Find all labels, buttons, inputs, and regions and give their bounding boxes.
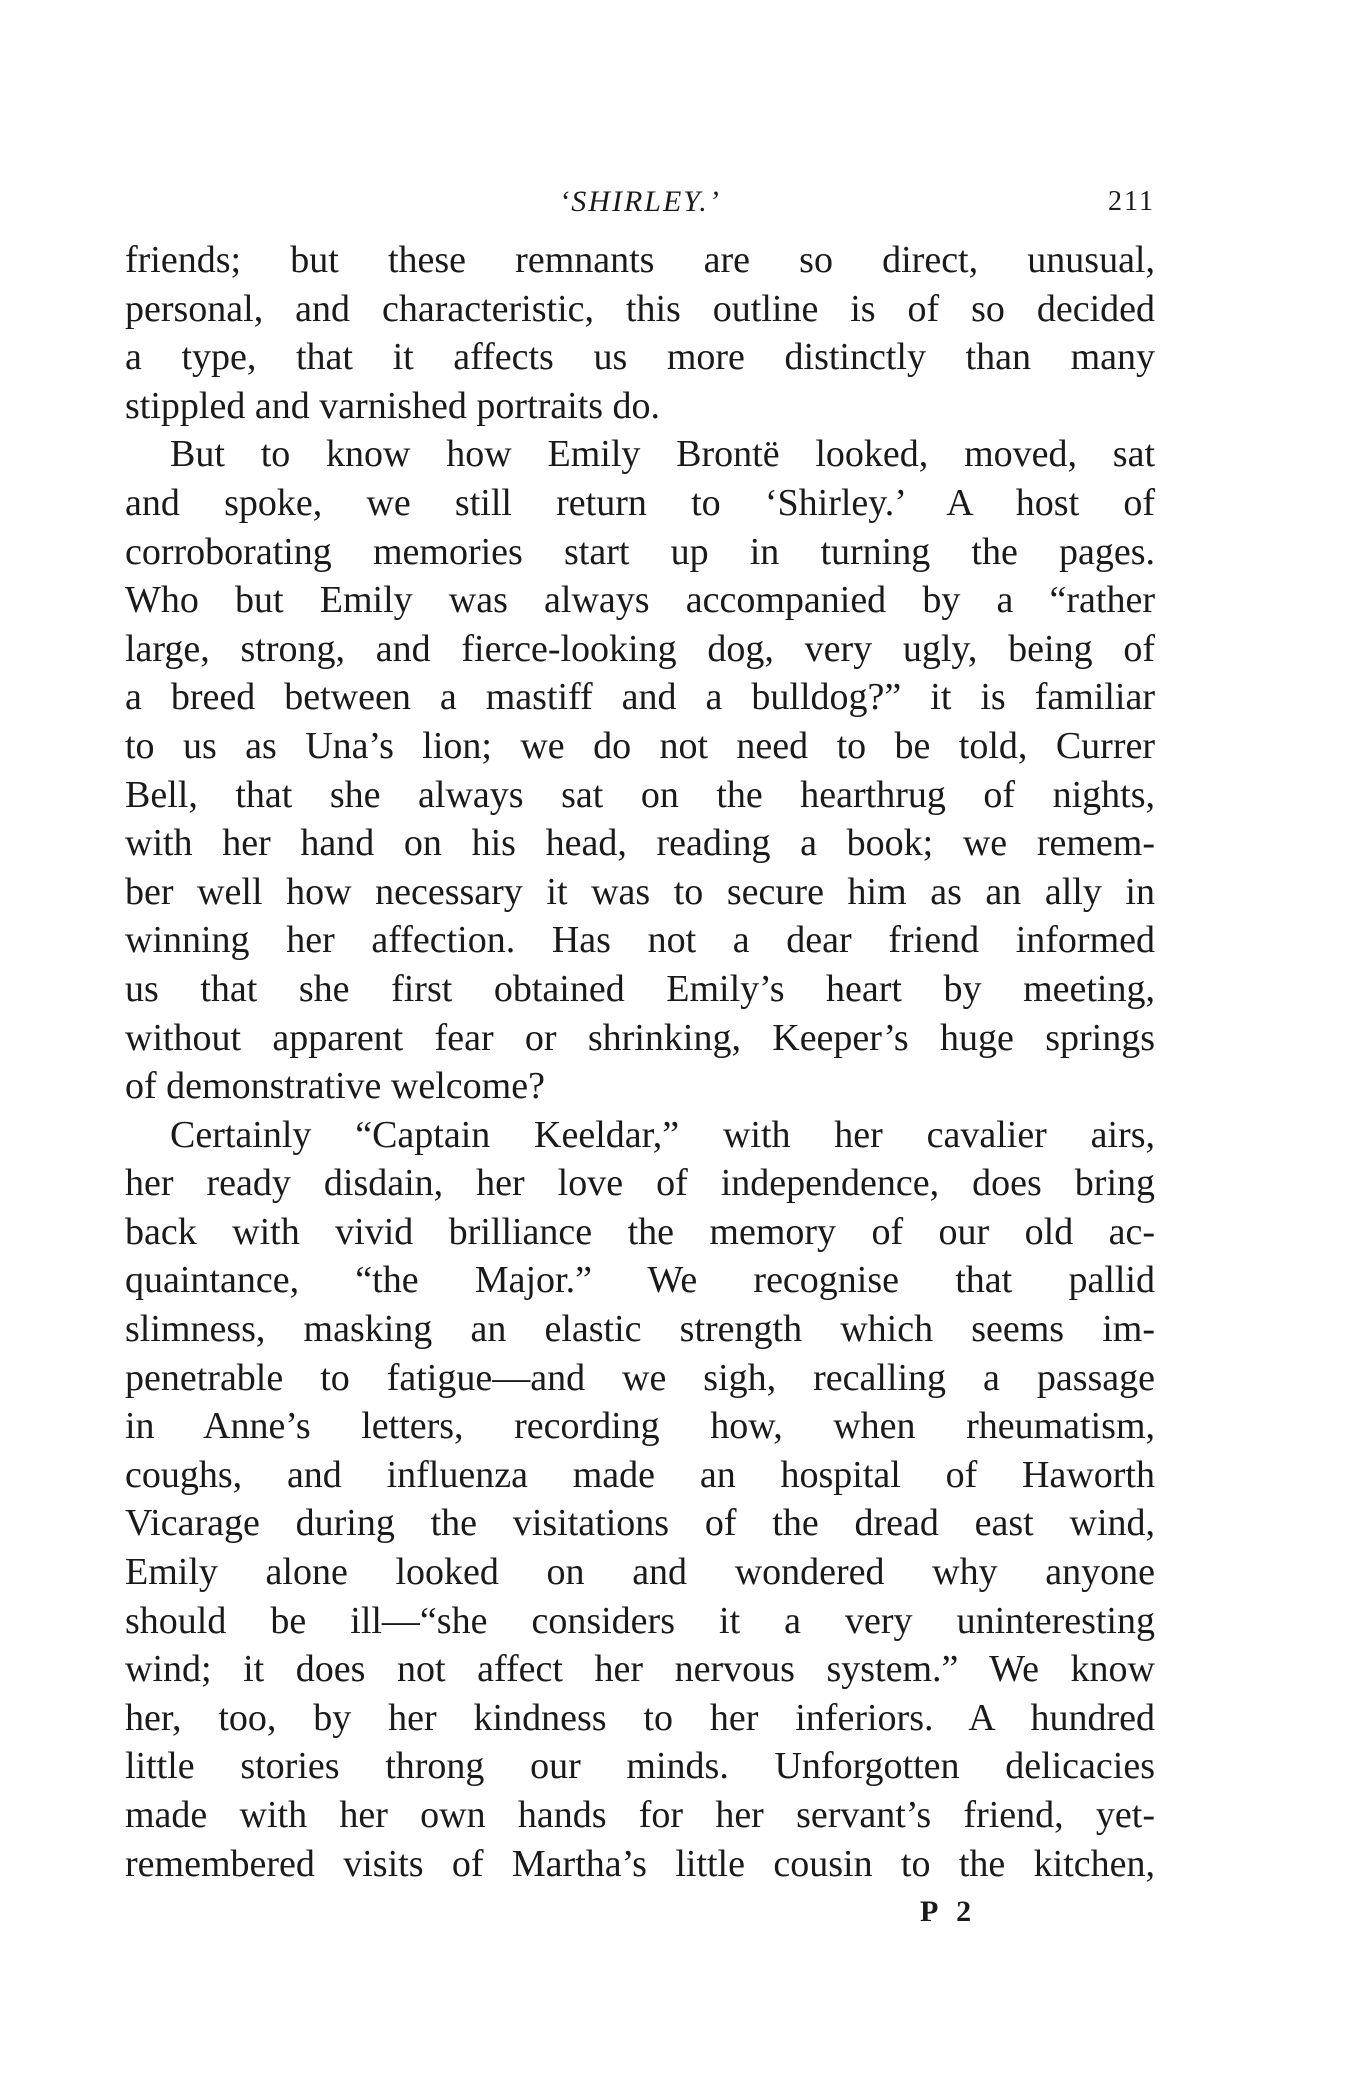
- text-line: corroborating memories start up in turning the pages.: [125, 530, 1155, 573]
- text-line: in Anne’s letters, recording how, when rheumatism,: [125, 1405, 1155, 1448]
- text-line: personal, and characteristic, this outline is of so decided: [125, 287, 1155, 330]
- text-line: made with her own hands for her servant’s friend, yet-: [125, 1794, 1155, 1836]
- running-title: ‘SHIRLEY.’: [559, 185, 721, 218]
- text-line: and spoke, we still return to ‘Shirley.’ A host of: [125, 481, 1155, 524]
- body-text: [125, 236, 1155, 1888]
- text-line: friends; but these remnants are so direct, unusual,: [125, 239, 1155, 281]
- text-line: should be ill—“she considers it a very uninteresting: [125, 1599, 1155, 1642]
- text-line: stippled and varnished portraits do.: [125, 384, 661, 427]
- text-line: Vicarage during the visitations of the dread east wind,: [125, 1502, 1155, 1545]
- text-line: Emily alone looked on and wondered why anyone: [125, 1551, 1155, 1594]
- text-line: of demonstrative welcome?: [125, 1065, 545, 1108]
- text-line: Who but Emily was always accompanied by a “rather: [125, 579, 1155, 622]
- text-line: her ready disdain, her love of independence, does bring: [125, 1162, 1155, 1205]
- text-line: coughs, and influenza made an hospital of Haworth: [125, 1453, 1155, 1496]
- text-line: remembered visits of Martha’s little cousin to the kitchen,: [125, 1842, 1155, 1885]
- text-line: us that she first obtained Emily’s heart by meeting,: [125, 967, 1155, 1010]
- text-line: without apparent fear or shrinking, Keeper’s huge springs: [125, 1016, 1155, 1059]
- page-number: 211: [1108, 186, 1155, 217]
- text-line: quaintance, “the Major.” We recognise that pallid: [125, 1259, 1155, 1302]
- text-line: large, strong, and fierce-looking dog, very ugly, being of: [125, 627, 1155, 670]
- text-line: a breed between a mastiff and a bulldog?” it is familiar: [125, 676, 1155, 719]
- text-line: back with vivid brilliance the memory of our old ac-: [125, 1210, 1155, 1253]
- text-line: But to know how Emily Brontë looked, moved, sat: [170, 433, 1155, 476]
- text-line: Certainly “Captain Keeldar,” with her cavalier airs,: [170, 1113, 1155, 1156]
- text-line: her, too, by her kindness to her inferiors. A hundred: [125, 1696, 1155, 1739]
- text-line: a type, that it affects us more distinctly than many: [125, 336, 1155, 379]
- text-line: Bell, that she always sat on the hearthrug of nights,: [125, 773, 1155, 816]
- text-line: ber well how necessary it was to secure him as an ally in: [125, 870, 1155, 913]
- text-line: with her hand on his head, reading a book; we remem-: [125, 822, 1155, 865]
- text-line: winning her affection. Has not a dear friend informed: [125, 919, 1155, 962]
- text-line: to us as Una’s lion; we do not need to be told, Currer: [125, 724, 1155, 767]
- text-line: slimness, masking an elastic strength which seems im-: [125, 1308, 1155, 1351]
- text-line: little stories throng our minds. Unforgotten delicacies: [125, 1745, 1155, 1788]
- text-line: penetrable to fatigue—and we sigh, recalling a passage: [125, 1356, 1155, 1399]
- running-head: [125, 178, 1155, 226]
- signature-mark: P 2: [920, 1895, 978, 1928]
- text-line: wind; it does not affect her nervous system.” We know: [125, 1648, 1155, 1691]
